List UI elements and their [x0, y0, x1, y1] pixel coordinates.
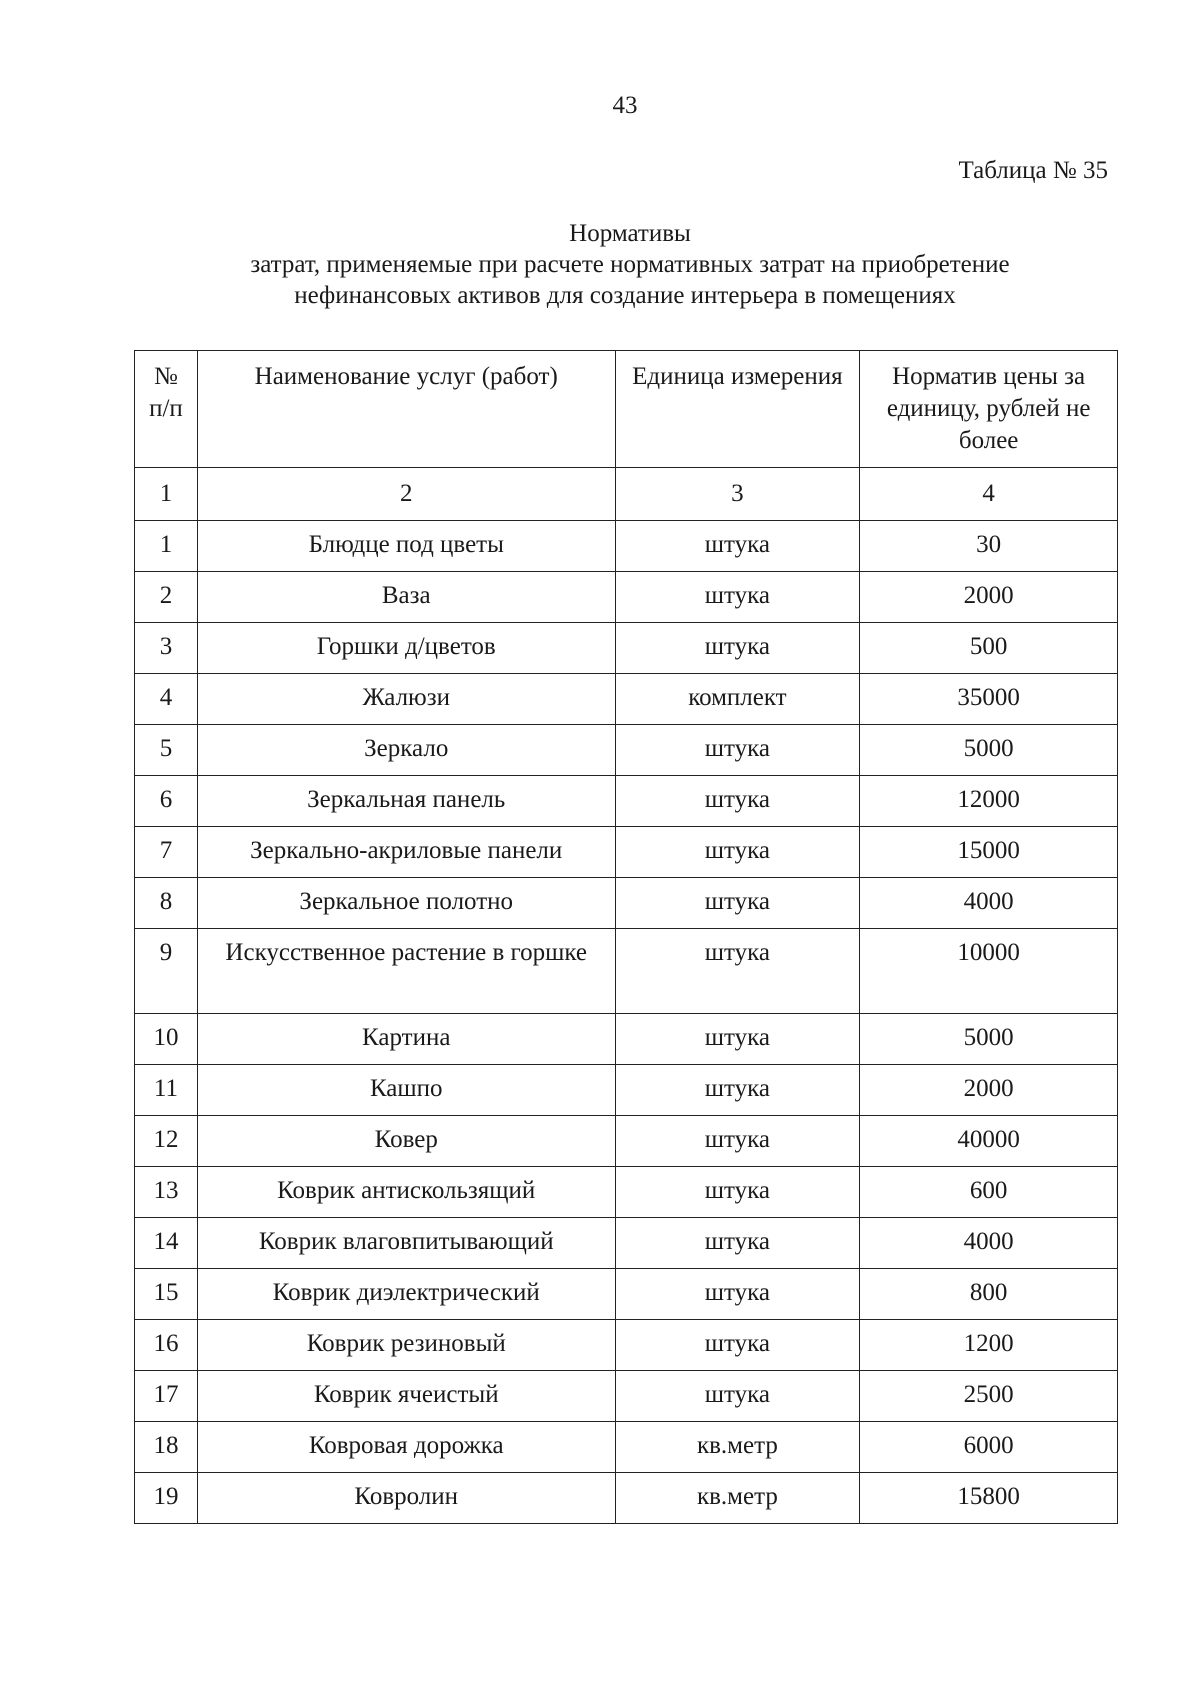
price-cell: 15000: [860, 827, 1118, 878]
item-name-cell: Зеркальное полотно: [197, 878, 615, 929]
item-name-cell: Коврик антискользящий: [197, 1167, 615, 1218]
column-number: 3: [615, 468, 860, 521]
table-label: Таблица № 35: [958, 157, 1108, 184]
row-number-cell: 15: [135, 1269, 198, 1320]
price-cell: 2000: [860, 1065, 1118, 1116]
unit-cell: комплект: [615, 674, 860, 725]
row-number-cell: 18: [135, 1422, 198, 1473]
header-unit: Единица измерения: [615, 351, 860, 468]
price-cell: 2000: [860, 572, 1118, 623]
table-row: [135, 1473, 1118, 1524]
unit-cell: штука: [615, 1218, 860, 1269]
table-row: [135, 1014, 1118, 1065]
price-cell: 4000: [860, 878, 1118, 929]
item-name-cell: Зеркальная панель: [197, 776, 615, 827]
price-cell: 35000: [860, 674, 1118, 725]
unit-cell: штука: [615, 623, 860, 674]
row-number-cell: 17: [135, 1371, 198, 1422]
price-cell: 500: [860, 623, 1118, 674]
unit-cell: штука: [615, 1371, 860, 1422]
norms-table-body: [135, 351, 1118, 1524]
item-name-cell: Ковер: [197, 1116, 615, 1167]
row-number-cell: 7: [135, 827, 198, 878]
table-row: [135, 572, 1118, 623]
item-name-cell: Коврик влаговпитывающий: [197, 1218, 615, 1269]
unit-cell: штука: [615, 1116, 860, 1167]
item-name-cell: Зеркало: [197, 725, 615, 776]
row-number-cell: 3: [135, 623, 198, 674]
item-name-cell: Искусственное растение в горшке: [197, 929, 615, 1014]
column-number: 2: [197, 468, 615, 521]
column-number-row: [135, 468, 1118, 521]
unit-cell: штука: [615, 1065, 860, 1116]
unit-cell: штука: [615, 1167, 860, 1218]
price-cell: 5000: [860, 725, 1118, 776]
price-cell: 12000: [860, 776, 1118, 827]
header-price: Норматив цены за единицу, рублей не более: [860, 351, 1118, 468]
item-name-cell: Картина: [197, 1014, 615, 1065]
unit-cell: штука: [615, 521, 860, 572]
table-row: [135, 674, 1118, 725]
price-cell: 4000: [860, 1218, 1118, 1269]
unit-cell: штука: [615, 776, 860, 827]
table-row: [135, 1065, 1118, 1116]
column-number: 1: [135, 468, 198, 521]
row-number-cell: 8: [135, 878, 198, 929]
table-row: [135, 1371, 1118, 1422]
heading-title: Нормативы: [569, 220, 691, 247]
price-cell: 800: [860, 1269, 1118, 1320]
row-number-cell: 13: [135, 1167, 198, 1218]
row-number-cell: 2: [135, 572, 198, 623]
item-name-cell: Ковролин: [197, 1473, 615, 1524]
price-cell: 40000: [860, 1116, 1118, 1167]
table-header-row: [135, 351, 1118, 468]
unit-cell: штука: [615, 929, 860, 1014]
price-cell: 5000: [860, 1014, 1118, 1065]
heading-subtitle-line1: затрат, применяемые при расчете нормативных затрат на приобретение: [250, 251, 1010, 278]
table-row: [135, 1422, 1118, 1473]
row-number-cell: 16: [135, 1320, 198, 1371]
table-row: [135, 1269, 1118, 1320]
row-number-cell: 10: [135, 1014, 198, 1065]
item-name-cell: Ваза: [197, 572, 615, 623]
table-row: [135, 929, 1118, 1014]
price-cell: 2500: [860, 1371, 1118, 1422]
row-number-cell: 5: [135, 725, 198, 776]
unit-cell: штука: [615, 1014, 860, 1065]
heading-subtitle-line2: нефинансовых активов для создание интерьера в помещениях: [294, 282, 956, 309]
item-name-cell: Кашпо: [197, 1065, 615, 1116]
page-number: 43: [612, 92, 638, 119]
item-name-cell: Коврик ячеистый: [197, 1371, 615, 1422]
row-number-cell: 19: [135, 1473, 198, 1524]
unit-cell: кв.метр: [615, 1422, 860, 1473]
table-row: [135, 1116, 1118, 1167]
unit-cell: штука: [615, 878, 860, 929]
price-cell: 1200: [860, 1320, 1118, 1371]
row-number-cell: 11: [135, 1065, 198, 1116]
table-row: [135, 1218, 1118, 1269]
row-number-cell: 1: [135, 521, 198, 572]
row-number-cell: 14: [135, 1218, 198, 1269]
table-row: [135, 521, 1118, 572]
item-name-cell: Блюдце под цветы: [197, 521, 615, 572]
table-row: [135, 827, 1118, 878]
row-number-cell: 6: [135, 776, 198, 827]
unit-cell: штука: [615, 725, 860, 776]
unit-cell: штука: [615, 827, 860, 878]
item-name-cell: Жалюзи: [197, 674, 615, 725]
price-cell: 15800: [860, 1473, 1118, 1524]
unit-cell: штука: [615, 1320, 860, 1371]
price-cell: 6000: [860, 1422, 1118, 1473]
header-number: № п/п: [135, 351, 198, 468]
unit-cell: штука: [615, 572, 860, 623]
row-number-cell: 9: [135, 929, 198, 1014]
table-row: [135, 776, 1118, 827]
unit-cell: кв.метр: [615, 1473, 860, 1524]
table-row: [135, 725, 1118, 776]
row-number-cell: 4: [135, 674, 198, 725]
table-row: [135, 1320, 1118, 1371]
table-row: [135, 623, 1118, 674]
price-cell: 30: [860, 521, 1118, 572]
item-name-cell: Зеркально-акриловые панели: [197, 827, 615, 878]
unit-cell: штука: [615, 1269, 860, 1320]
item-name-cell: Коврик диэлектрический: [197, 1269, 615, 1320]
header-name: Наименование услуг (работ): [197, 351, 615, 468]
column-number: 4: [860, 468, 1118, 521]
item-name-cell: Коврик резиновый: [197, 1320, 615, 1371]
table-row: [135, 1167, 1118, 1218]
document-heading: [130, 218, 1130, 311]
price-cell: 600: [860, 1167, 1118, 1218]
table-row: [135, 878, 1118, 929]
norms-table: [134, 350, 1118, 1524]
item-name-cell: Горшки д/цветов: [197, 623, 615, 674]
item-name-cell: Ковровая дорожка: [197, 1422, 615, 1473]
price-cell: 10000: [860, 929, 1118, 1014]
row-number-cell: 12: [135, 1116, 198, 1167]
